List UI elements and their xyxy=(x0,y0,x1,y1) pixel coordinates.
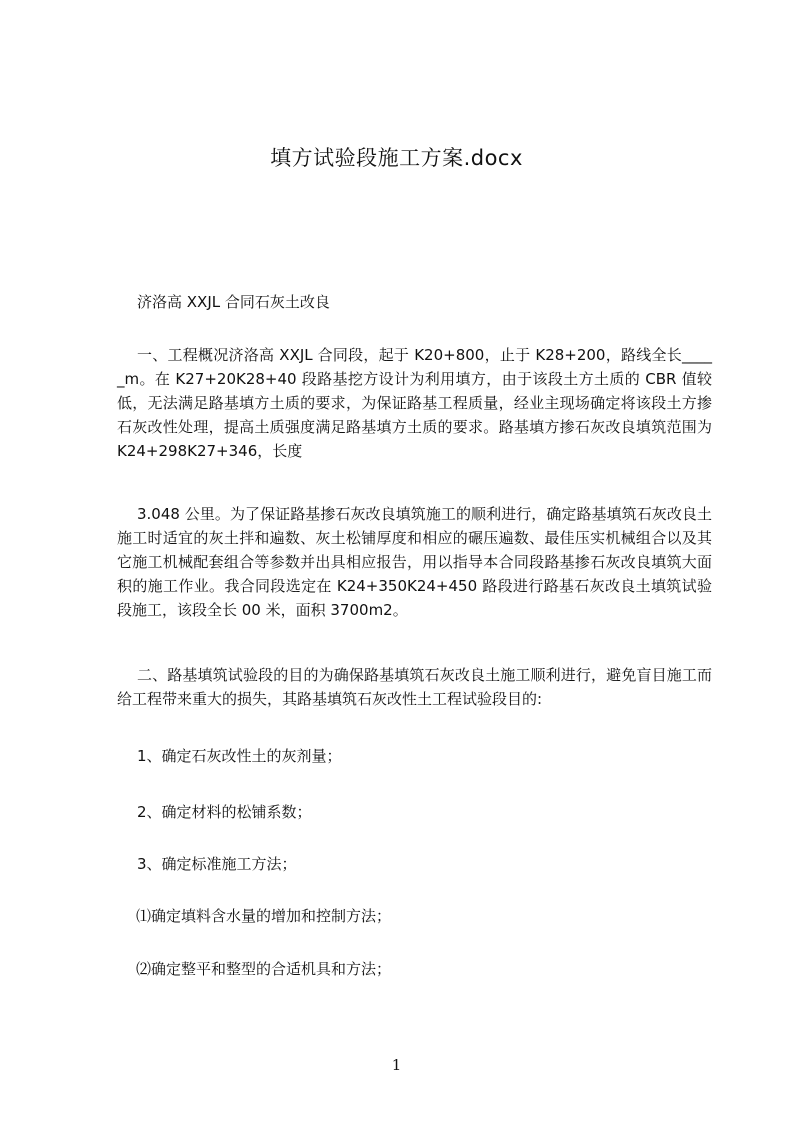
list-item-loose-coefficient: 2、确定材料的松铺系数； xyxy=(137,803,312,821)
list-item-lime-dosage: 1、确定石灰改性土的灰剂量； xyxy=(137,747,342,765)
page-number: 1 xyxy=(391,1056,402,1074)
paragraph-project-overview: 一、工程概况济洛高 XXJL 合同段，起于 K20+800，止于 K28+200，路线全长_____m。在 K27+20K28+40 段路基挖方设计为利用填方，由于该段土方土质的 CBR 值较低，无法满足路基填方土质的要求，为保证路基工程质量，经业主现场确定将该段土方掺石灰改性处理，提高土质强度满足路基填方土质的要求。路基填方掺石灰改良填筑范围为 K24+298K27+346，长度 xyxy=(117,346,712,460)
paragraph-trial-purpose: 二、路基填筑试验段的目的为确保路基填筑石灰改良土施工顺利进行，避免盲目施工而给工程带来重大的损失，其路基填筑石灰改性土工程试验段目的: xyxy=(117,666,712,708)
list-item-standard-method: 3、确定标准施工方法； xyxy=(137,855,297,873)
document-title: 填方试验段施工方案.docx xyxy=(270,146,523,170)
paragraph-trial-section: 3.048 公里。为了保证路基掺石灰改良填筑施工的顺利进行，确定路基填筑石灰改良土施工时适宜的灰土拌和遍数、灰土松铺厚度和相应的碾压遍数、最佳压实机械组合以及其它施工机械配套组合等参数并出具相应报告，用以指导本合同段路基掺石灰改良填筑大面积的施工作业。我合同段选定在 K24+350K24+450 路段进行路基石灰改良土填筑试验段施工，该段全长 00 米，面积 3700m2。 xyxy=(117,505,712,619)
paragraph-intro: 济洛高 XXJL 合同石灰土改良 xyxy=(137,293,330,311)
list-item-leveling-method: ⑵确定整平和整型的合适机具和方法； xyxy=(136,960,392,978)
list-item-moisture-control: ⑴确定填料含水量的增加和控制方法； xyxy=(136,907,392,925)
